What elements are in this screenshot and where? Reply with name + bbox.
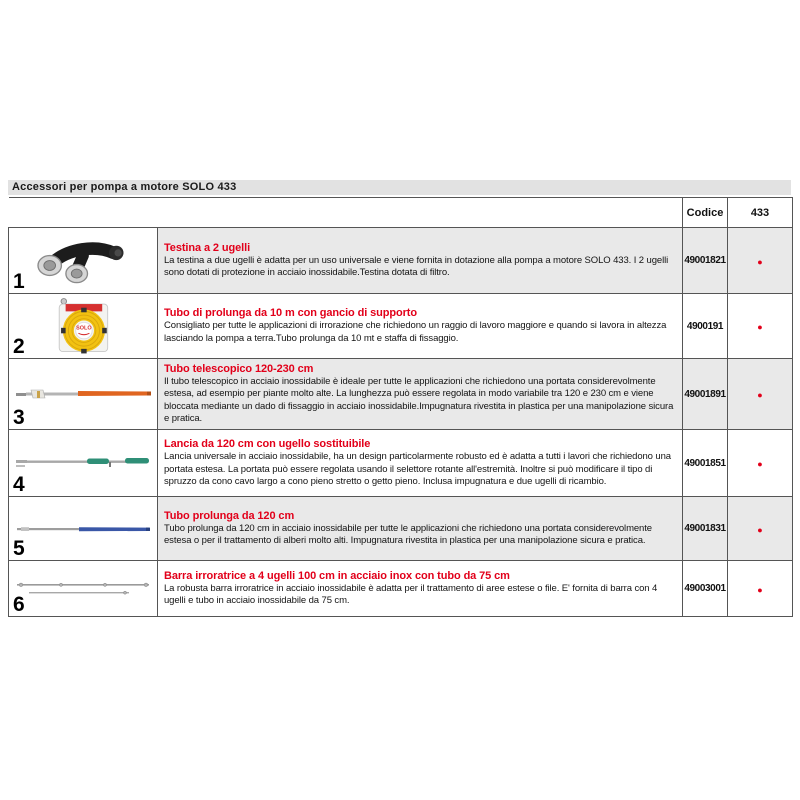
- product-info-cell: [158, 561, 683, 617]
- product-image-cell: [9, 294, 158, 359]
- tubo-prolunga-120cm-photo: [13, 519, 153, 539]
- section-title: Accessori per pompa a motore SOLO 433: [8, 180, 791, 195]
- product-image-cell: [9, 430, 158, 497]
- tubo-prolunga-10m-photo: [51, 297, 115, 355]
- row-number: 2: [13, 335, 25, 358]
- table-row: [9, 294, 793, 359]
- table-row: [9, 228, 793, 294]
- tubo-telescopico-photo: [13, 382, 153, 406]
- product-description: Il tubo telescopico in acciaio inossidabile è ideale per tutte le applicazioni che richiedono una portata considerevolmente estesa, ad esempio per piante molto alte. La lunghezza può essere regolata in modo variabile tra 120 e 230 cm e viene bloccata mediante un dado di fissaggio in acciaio inossidabile.Impugnatura rivestita in plastica per una manipolazione sicura e pratica.: [164, 376, 674, 425]
- barra-irroratrice-photo: [13, 576, 153, 602]
- product-image-cell: [9, 561, 158, 617]
- accessories-table: [8, 197, 793, 617]
- row-number: 6: [13, 593, 25, 617]
- availability-dot: ●: [757, 524, 763, 535]
- table-row: [9, 430, 793, 497]
- product-image-cell: [9, 228, 158, 294]
- product-description: La robusta barra irroratrice in acciaio inossidabile è adatta per il trattamento di aree estese o file. E' fornita di barra con 4 ugelli e tubo in acciaio inossidabile da 75 cm.: [164, 583, 658, 607]
- product-description: Consigliato per tutte le applicazioni di irrorazione che richiedono un raggio di lavoro maggiore e quando si lavora in altezza lasciando la pompa a terra.Tubo prolunga da 10 mt e staffa di fissaggio.: [164, 320, 667, 344]
- row-number: 1: [13, 270, 25, 293]
- availability-dot: ●: [757, 459, 763, 470]
- availability-433-cell: [728, 430, 793, 497]
- availability-dot: ●: [757, 584, 763, 595]
- product-title: Barra irroratrice a 4 ugelli 100 cm in acciaio inox con tubo da 75 cm: [164, 570, 510, 583]
- availability-433-cell: [728, 294, 793, 359]
- table-row: [9, 359, 793, 430]
- product-info-cell: [158, 497, 683, 561]
- product-code: 4900191: [683, 294, 728, 359]
- product-code: 49001821: [683, 228, 728, 294]
- testina-2-ugelli-photo: [29, 235, 137, 287]
- product-info-cell: [158, 430, 683, 497]
- availability-dot: ●: [757, 390, 763, 401]
- header-433: 433: [728, 198, 793, 228]
- product-code: 49001831: [683, 497, 728, 561]
- header-codice: Codice: [683, 198, 728, 228]
- product-info-cell: [158, 228, 683, 294]
- product-title: Tubo prolunga da 120 cm: [164, 510, 295, 523]
- product-code: 49001891: [683, 359, 728, 430]
- availability-433-cell: [728, 228, 793, 294]
- product-info-cell: [158, 359, 683, 430]
- product-code: 49001851: [683, 430, 728, 497]
- product-image-cell: [9, 359, 158, 430]
- product-title: Tubo telescopico 120-230 cm: [164, 363, 314, 375]
- availability-433-cell: [728, 561, 793, 617]
- availability-433-cell: [728, 497, 793, 561]
- lancia-120cm-photo: [13, 450, 153, 476]
- product-title: Tubo di prolunga da 10 m con gancio di supporto: [164, 307, 417, 320]
- availability-dot: ●: [757, 322, 763, 332]
- row-number: 4: [13, 473, 25, 497]
- product-code: 49003001: [683, 561, 728, 617]
- table-header-row: [9, 198, 793, 228]
- table-row: [9, 497, 793, 561]
- header-empty-cell: [9, 198, 683, 228]
- product-description: Tubo prolunga da 120 cm in acciaio inossidabile per tutte le applicazioni che richiedono una portata considerevolmente estesa o per il trattamento di alberi molto alti. Impugnatura rivestita in plastica per una manipolazione sicura e pratica.: [164, 523, 652, 547]
- svg-text:SOLO: SOLO: [76, 325, 92, 332]
- availability-dot: ●: [757, 256, 763, 267]
- product-info-cell: [158, 294, 683, 359]
- availability-433-cell: [728, 359, 793, 430]
- row-number: 5: [13, 537, 25, 561]
- product-description: La testina a due ugelli è adatta per un uso universale e viene fornita in dotazione alla pompa a motore SOLO 433. I 2 ugelli sono dotati di protezione in acciaio inossidabile.Testina dotata di filtro.: [164, 254, 669, 278]
- table-row: [9, 561, 793, 617]
- product-title: Lancia da 120 cm con ugello sostituibile: [164, 438, 371, 451]
- product-title: Testina a 2 ugelli: [164, 241, 251, 254]
- product-image-cell: [9, 497, 158, 561]
- row-number: 3: [13, 406, 25, 430]
- product-description: Lancia universale in acciaio inossidabile, ha un design particolarmente robusto ed è adatta a tutti i lavori che richiedono una portata estesa. La portata può essere regolata usando il selettore rotante all'estremità. Inoltre si può modificare il tipo di spruzzo da cono cavo largo a cono pieno stretto o getto pieno. Inclusa impugnatura e due ugelli di ricambio.: [164, 451, 671, 488]
